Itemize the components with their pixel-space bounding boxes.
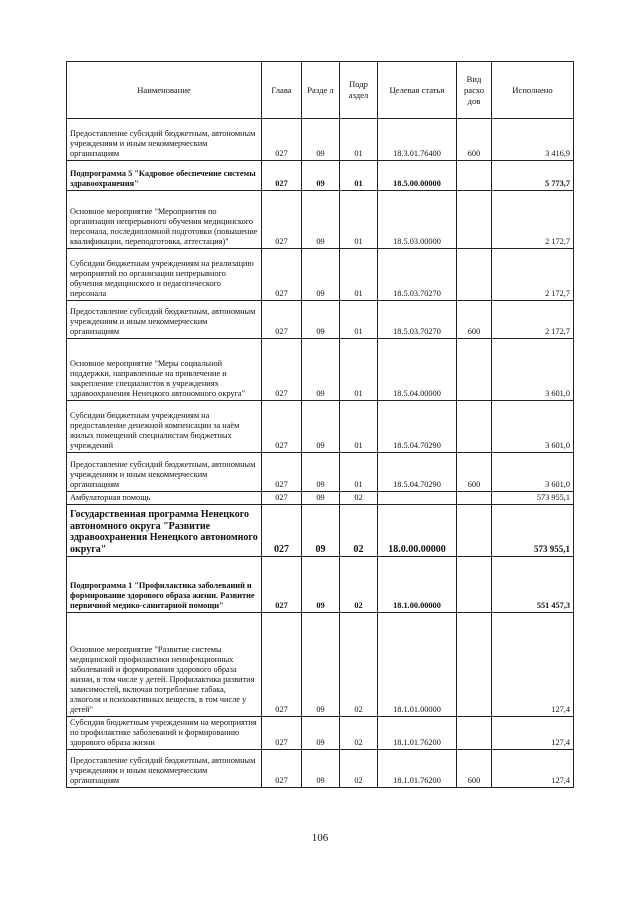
row-statya: 18.1.00.00000 bbox=[378, 557, 457, 613]
row-amount: 2 172,7 bbox=[492, 249, 574, 301]
row-podrazdel: 01 bbox=[340, 249, 378, 301]
row-statya: 18.5.03.70270 bbox=[378, 249, 457, 301]
row-statya: 18.1.01.76200 bbox=[378, 750, 457, 788]
row-razdel: 09 bbox=[302, 301, 340, 339]
row-razdel: 09 bbox=[302, 249, 340, 301]
header-name: Наименование bbox=[67, 62, 262, 119]
row-name: Основное мероприятие "Меры социальной поддержки, направленные на привлечение и закрепление специалистов в учреждениях здравоохранения Ненецкого автономного округа" bbox=[67, 339, 262, 401]
row-razdel: 09 bbox=[302, 613, 340, 717]
table-row bbox=[67, 717, 574, 750]
row-glava: 027 bbox=[262, 453, 302, 492]
row-statya: 18.5.04.70290 bbox=[378, 401, 457, 453]
row-amount: 2 172,7 bbox=[492, 191, 574, 249]
table-row bbox=[67, 249, 574, 301]
table-row bbox=[67, 492, 574, 505]
row-name: Субсидии бюджетным учреждениям на предоставление денежной компенсации за наём жилых помещений специалистам бюджетных учреждений bbox=[67, 401, 262, 453]
row-amount: 127,4 bbox=[492, 613, 574, 717]
row-podrazdel: 02 bbox=[340, 717, 378, 750]
row-vid bbox=[457, 339, 492, 401]
row-razdel: 09 bbox=[302, 750, 340, 788]
row-statya: 18.0.00.00000 bbox=[378, 505, 457, 557]
budget-table-page bbox=[66, 61, 573, 788]
row-razdel: 09 bbox=[302, 339, 340, 401]
row-name: Предоставление субсидий бюджетным, автономным учреждениям и иным некоммерческим организациям bbox=[67, 119, 262, 161]
row-vid: 600 bbox=[457, 301, 492, 339]
row-razdel: 09 bbox=[302, 492, 340, 505]
row-statya: 18.5.00.00000 bbox=[378, 161, 457, 191]
row-glava: 027 bbox=[262, 161, 302, 191]
row-statya: 18.3.01.76400 bbox=[378, 119, 457, 161]
row-amount: 551 457,3 bbox=[492, 557, 574, 613]
row-podrazdel: 02 bbox=[340, 505, 378, 557]
table-row bbox=[67, 339, 574, 401]
row-vid bbox=[457, 613, 492, 717]
row-name: Субсидия бюджетным учреждениям на мероприятия по профилактике заболеваний и формированию здорового образа жизни bbox=[67, 717, 262, 750]
header-glava: Глава bbox=[262, 62, 302, 119]
row-statya: 18.1.01.76200 bbox=[378, 717, 457, 750]
table-body bbox=[67, 119, 574, 788]
row-podrazdel: 01 bbox=[340, 119, 378, 161]
row-statya: 18.5.04.00000 bbox=[378, 339, 457, 401]
row-name: Амбулаторная помощь bbox=[67, 492, 262, 505]
row-amount: 5 773,7 bbox=[492, 161, 574, 191]
row-glava: 027 bbox=[262, 492, 302, 505]
header-ispolneno: Исполнено bbox=[492, 62, 574, 119]
row-amount: 2 172,7 bbox=[492, 301, 574, 339]
row-name: Предоставление субсидий бюджетным, автономным учреждениям и иным некоммерческим организациям bbox=[67, 453, 262, 492]
row-razdel: 09 bbox=[302, 119, 340, 161]
row-podrazdel: 01 bbox=[340, 191, 378, 249]
row-statya: 18.5.04.70290 bbox=[378, 453, 457, 492]
table-row bbox=[67, 613, 574, 717]
row-name: Основное мероприятие "Развитие системы медицинской профилактики неинфекционных заболеваний и формирования здорового образа жизни, в том числе у детей. Профилактика развития зависимостей, включая потребление табака, алкоголя и психоактивных веществ, в том числе у детей" bbox=[67, 613, 262, 717]
row-amount: 573 955,1 bbox=[492, 492, 574, 505]
row-vid bbox=[457, 401, 492, 453]
row-amount: 3 601,0 bbox=[492, 453, 574, 492]
row-podrazdel: 01 bbox=[340, 161, 378, 191]
row-name: Субсидии бюджетным учреждениям на реализацию мероприятий по организации непрерывного обучения медицинского и педагогического персонала bbox=[67, 249, 262, 301]
row-amount: 127,4 bbox=[492, 750, 574, 788]
row-podrazdel: 01 bbox=[340, 339, 378, 401]
row-podrazdel: 01 bbox=[340, 301, 378, 339]
row-name: Подпрограмма 5 "Кадровое обеспечение системы здравоохранения" bbox=[67, 161, 262, 191]
row-razdel: 09 bbox=[302, 401, 340, 453]
row-vid: 600 bbox=[457, 750, 492, 788]
row-name: Государственная программа Ненецкого автономного округа "Развитие здравоохранения Ненецкого автономного округа" bbox=[67, 505, 262, 557]
table-row bbox=[67, 161, 574, 191]
row-podrazdel: 02 bbox=[340, 613, 378, 717]
header-razdel: Разде л bbox=[302, 62, 340, 119]
row-amount: 3 601,0 bbox=[492, 339, 574, 401]
row-razdel: 09 bbox=[302, 717, 340, 750]
row-vid bbox=[457, 249, 492, 301]
row-vid bbox=[457, 161, 492, 191]
header-podrazdel: Подр аздел bbox=[340, 62, 378, 119]
row-glava: 027 bbox=[262, 301, 302, 339]
row-statya: 18.1.01.00000 bbox=[378, 613, 457, 717]
row-amount: 127,4 bbox=[492, 717, 574, 750]
table-row bbox=[67, 401, 574, 453]
row-vid bbox=[457, 492, 492, 505]
table-row bbox=[67, 505, 574, 557]
row-glava: 027 bbox=[262, 717, 302, 750]
header-statya: Целевая статья bbox=[378, 62, 457, 119]
table-row bbox=[67, 301, 574, 339]
row-statya: 18.5.03.00000 bbox=[378, 191, 457, 249]
row-razdel: 09 bbox=[302, 557, 340, 613]
row-glava: 027 bbox=[262, 401, 302, 453]
row-vid bbox=[457, 505, 492, 557]
row-amount: 3 601,0 bbox=[492, 401, 574, 453]
table-row bbox=[67, 557, 574, 613]
row-name: Предоставление субсидий бюджетным, автономным учреждениям и иным некоммерческим организациям bbox=[67, 750, 262, 788]
table-row bbox=[67, 119, 574, 161]
row-glava: 027 bbox=[262, 557, 302, 613]
row-glava: 027 bbox=[262, 249, 302, 301]
row-name: Предоставление субсидий бюджетным, автономным учреждениям и иным некоммерческим организациям bbox=[67, 301, 262, 339]
row-podrazdel: 02 bbox=[340, 557, 378, 613]
row-razdel: 09 bbox=[302, 191, 340, 249]
row-vid: 600 bbox=[457, 453, 492, 492]
row-vid bbox=[457, 557, 492, 613]
row-vid bbox=[457, 717, 492, 750]
row-razdel: 09 bbox=[302, 161, 340, 191]
row-name: Основное мероприятие "Мероприятия по организации непрерывного обучения медицинского персонала, последипломной подготовки (повышение квалификации, переподготовка, аттестация)" bbox=[67, 191, 262, 249]
table-row bbox=[67, 453, 574, 492]
row-amount: 573 955,1 bbox=[492, 505, 574, 557]
table-row bbox=[67, 191, 574, 249]
row-vid: 600 bbox=[457, 119, 492, 161]
row-glava: 027 bbox=[262, 119, 302, 161]
page-number: 106 bbox=[311, 832, 329, 844]
row-name: Подпрограмма 1 "Профилактика заболеваний и формирование здорового образа жизни. Развитие первичной медико-санитарной помощи" bbox=[67, 557, 262, 613]
row-vid bbox=[457, 191, 492, 249]
row-glava: 027 bbox=[262, 339, 302, 401]
table-header-row bbox=[67, 62, 574, 119]
table-row bbox=[67, 750, 574, 788]
row-glava: 027 bbox=[262, 191, 302, 249]
row-glava: 027 bbox=[262, 750, 302, 788]
row-glava: 027 bbox=[262, 505, 302, 557]
row-podrazdel: 01 bbox=[340, 453, 378, 492]
header-vid: Вид расхо дов bbox=[457, 62, 492, 119]
row-amount: 3 416,9 bbox=[492, 119, 574, 161]
row-podrazdel: 02 bbox=[340, 492, 378, 505]
budget-table bbox=[66, 61, 574, 788]
row-razdel: 09 bbox=[302, 453, 340, 492]
row-statya: 18.5.03.70270 bbox=[378, 301, 457, 339]
row-podrazdel: 01 bbox=[340, 401, 378, 453]
row-glava: 027 bbox=[262, 613, 302, 717]
row-podrazdel: 02 bbox=[340, 750, 378, 788]
row-razdel: 09 bbox=[302, 505, 340, 557]
row-statya bbox=[378, 492, 457, 505]
